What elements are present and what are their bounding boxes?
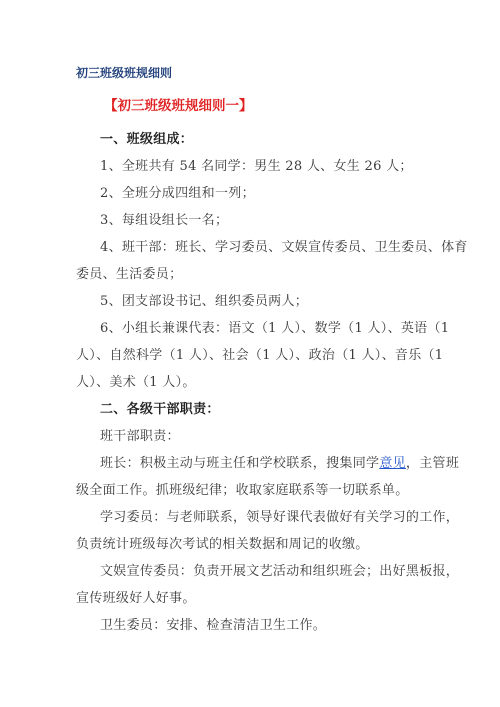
section1-item-continuation: 委员、生活委员；	[76, 267, 183, 282]
hygiene-duty-line1: 卫生委员：安排、检查清洁卫生工作。	[100, 618, 327, 633]
study-duty-line1: 学习委员：与老师联系，领导好课代表做好有关学习的工作，	[100, 510, 460, 525]
study-duty-line2: 负责统计班级每次考试的相关数据和周记的收缴。	[76, 537, 369, 552]
section2-heading: 二、各级干部职责：	[100, 402, 220, 417]
section1-item: 6、小组长兼课代表：语文（1 人）、数学（1 人）、英语（1	[100, 321, 450, 336]
opinion-link[interactable]: 意见	[379, 456, 406, 471]
section1-item-continuation: 人）、自然科学（1 人）、社会（1 人）、政治（1 人）、音乐（1	[76, 348, 444, 363]
section2-intro: 班干部职责：	[100, 429, 180, 444]
section1-heading: 一、班级组成：	[100, 132, 194, 147]
section1-item-continuation: 人）、美术（1 人）。	[76, 375, 196, 390]
culture-duty-line1: 文娱宣传委员：负责开展文艺活动和组织班会；出好黑板报，	[100, 564, 460, 579]
document-subtitle: 【初三班级班规细则一】	[104, 98, 253, 114]
monitor-duty-text-after: ，主管班	[405, 456, 460, 471]
section1-item: 3、每组设组长一名；	[100, 213, 229, 228]
section1-item: 4、班干部：班长、学习委员、文娱宣传委员、卫生委员、体育	[100, 240, 468, 255]
culture-duty-line2: 宣传班级好人好事。	[76, 591, 196, 606]
section1-item: 1、全班共有 54 名同学：男生 28 人、女生 26 人；	[100, 159, 413, 174]
monitor-duty-text: 班长：积极主动与班主任和学校联系，搜集同学	[100, 456, 380, 471]
monitor-duty-line2: 级全面工作。抓班级纪律；收取家庭联系等一切联系单。	[76, 483, 409, 498]
section1-item: 2、全班分成四组和一列；	[100, 186, 255, 201]
document-title: 初三班级班规细则	[76, 66, 173, 80]
section1-item: 5、团支部设书记、组织委员两人；	[100, 294, 309, 309]
monitor-duty-line1	[100, 452, 459, 471]
